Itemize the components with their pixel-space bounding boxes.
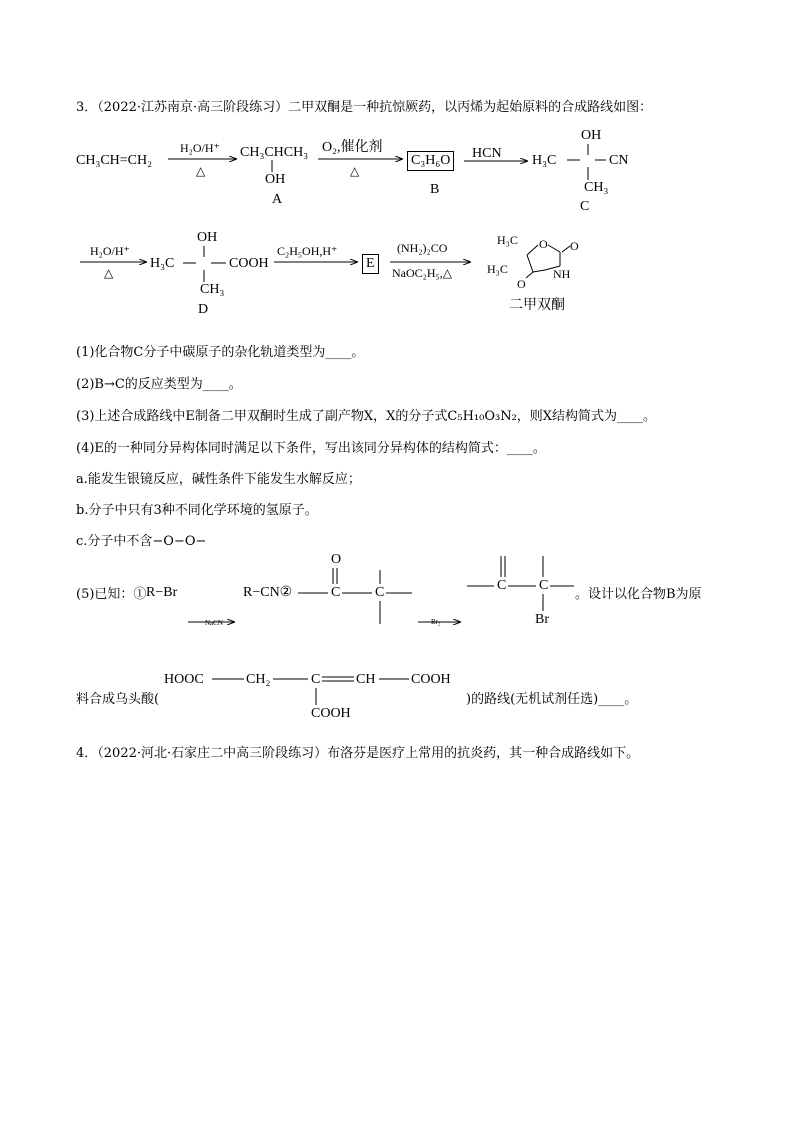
subquestion-1: (1)化合物C分子中碳原子的杂化轨道类型为____。 (76, 345, 365, 360)
condition-heat-3: △ (104, 266, 114, 280)
compound-e-box: E (362, 254, 379, 274)
q5-carbon-2: C (375, 585, 385, 600)
question-3-header: 3．（2022·江苏南京·高三阶段练习）二甲双酮是一种抗惊厥药，以丙烯为起始原料的合成路线如图： (76, 100, 653, 115)
condition-urea: (NH₂)₂CO (397, 241, 448, 255)
condition-heat-2: △ (350, 164, 360, 178)
q5-r-br: R−Br (146, 585, 178, 600)
condition-c: c.分子中不含−O−O− (76, 534, 207, 549)
compound-a-oh: OH (265, 172, 286, 187)
compound-d-oh: OH (197, 230, 218, 245)
subquestion-3: (3)上述合成路线中E制备二甲双酮时生成了副产物X，X的分子式C₅H₁₀O₃N₂，则X结构简式为____。 (76, 409, 657, 424)
subquestion-5-line2-suffix: )的路线(无机试剂任选)____。 (466, 692, 638, 707)
compound-b-label: B (430, 182, 440, 197)
condition-hcn: HCN (472, 146, 502, 161)
aconitic-ch: CH (356, 672, 376, 687)
q5-bromine: Br (535, 612, 549, 627)
condition-hydration-1: H₂O/H⁺ (180, 141, 220, 155)
condition-b: b.分子中只有3种不同化学环境的氢原子。 (76, 503, 318, 518)
compound-c-cn: CN (609, 153, 629, 168)
compound-c-h3c: H₃C (532, 153, 557, 168)
product-carbonyl-oxygen-top: O (570, 239, 579, 253)
product-h3c-bottom: H₃C (487, 262, 508, 276)
compound-d-label: D (198, 302, 209, 317)
propene-formula: CH₃CH=CH₂ (76, 153, 153, 168)
compound-c-oh: OH (581, 128, 602, 143)
compound-c-ch3: CH₃ (584, 180, 609, 195)
q5-br2-label: Br₂ (431, 618, 441, 626)
aconitic-hooc: HOOC (164, 672, 204, 687)
product-h3c-top: H₃C (497, 233, 518, 247)
product-ring-oxygen: O (539, 237, 548, 251)
compound-a-formula: CH₃CHCH₃ (240, 145, 309, 160)
compound-d-h3c: H₃C (150, 256, 175, 271)
q5-carbonyl-o: O (331, 552, 342, 567)
aconitic-cooh-right: COOH (411, 672, 451, 687)
compound-d-cooh: COOH (229, 256, 269, 271)
compound-a-label: A (272, 192, 283, 207)
compound-b-box: C₃H₆O (407, 151, 454, 171)
product-nh: NH (553, 267, 571, 281)
product-name: 二甲双酮 (509, 297, 565, 313)
q5-carbon-4: C (539, 578, 549, 593)
aconitic-cooh-bottom: COOH (311, 706, 351, 721)
subquestion-5-line2-prefix: 料合成乌头酸( (76, 692, 160, 707)
compound-d-ch3: CH₃ (200, 282, 225, 297)
compound-c-label: C (580, 199, 590, 214)
q5-carbon-1: C (331, 585, 341, 600)
condition-hydrolysis: H₂O/H⁺ (90, 244, 130, 258)
subquestion-2: (2)B→C的反应类型为____。 (76, 377, 242, 392)
product-carbonyl-oxygen-bottom: O (517, 277, 526, 291)
condition-oxidation: O₂,催化剂 (322, 140, 383, 155)
subquestion-5-prefix: (5)已知：① (76, 587, 147, 602)
condition-sodium-ethoxide: NaOC₂H₅,△ (392, 266, 452, 280)
question-4-header: 4．（2022·河北·石家庄二中高三阶段练习）布洛芬是医疗上常用的抗炎药，其一种合成路线如下。 (76, 746, 640, 761)
aconitic-ch2: CH₂ (246, 672, 271, 687)
subquestion-5-suffix: 。设计以化合物B为原 (575, 587, 702, 602)
q5-carbon-3: C (497, 578, 507, 593)
condition-a: a.能发生银镜反应，碱性条件下能发生水解反应； (76, 472, 361, 487)
condition-esterification: C₂H₅OH,H⁺ (277, 244, 338, 258)
condition-heat-1: △ (196, 164, 206, 178)
q5-nacn-label: NaCN (205, 619, 223, 627)
q5-r-cn: R−CN② (243, 585, 293, 600)
subquestion-4: (4)E的一种同分异构体同时满足以下条件，写出该同分异构体的结构简式：____。 (76, 441, 546, 456)
aconitic-c: C (311, 672, 321, 687)
